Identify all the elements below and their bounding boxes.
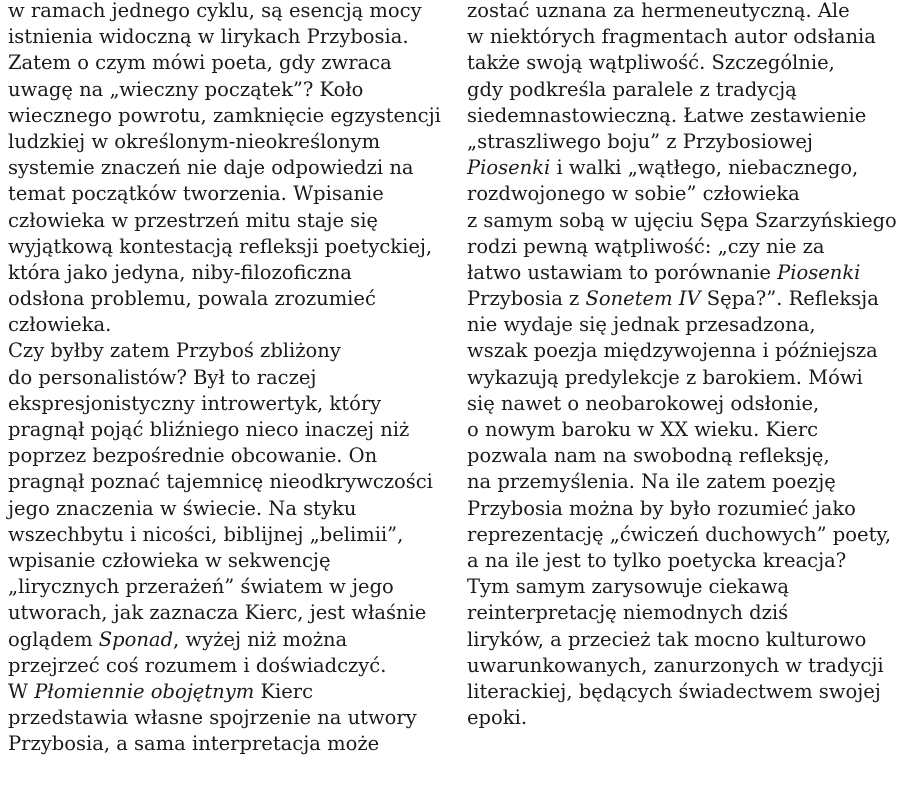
text-run: Przybosia, a sama interpretacja może bbox=[8, 732, 380, 756]
text-line bbox=[8, 391, 448, 417]
text-run: Tym samym zarysowuje ciekawą bbox=[467, 575, 790, 599]
text-run: Czy byłby zatem Przyboś zbliżony bbox=[8, 339, 341, 363]
text-run: przedstawia własne spojrzenie na utwory bbox=[8, 706, 417, 730]
text-run: reprezentację „ćwiczeń duchowych” poety, bbox=[467, 522, 892, 546]
text-line bbox=[8, 77, 448, 103]
text-run: do personalistów? Był to raczej bbox=[8, 365, 317, 389]
text-line bbox=[8, 24, 448, 50]
text-run: także swoją wątpliwość. Szczególnie, bbox=[467, 51, 835, 75]
text-line bbox=[467, 286, 897, 312]
text-line bbox=[467, 548, 897, 574]
text-line bbox=[467, 50, 897, 76]
text-line bbox=[467, 653, 897, 679]
text-line bbox=[8, 234, 448, 260]
text-run: siedemnastowieczną. Łatwe zestawienie bbox=[467, 103, 867, 127]
text-run: odsłona problemu, powala zrozumieć bbox=[8, 287, 376, 311]
text-line bbox=[8, 338, 448, 364]
text-run: się nawet o neobarokowej odsłonie, bbox=[467, 391, 820, 415]
text-run: Sępa?”. Refleksja bbox=[700, 287, 879, 311]
text-run: o nowym baroku w XX wieku. Kierc bbox=[467, 418, 819, 441]
text-line bbox=[8, 0, 448, 24]
text-line bbox=[8, 574, 448, 600]
text-line bbox=[8, 50, 448, 76]
text-run: pragnął pojąć bliźniego nieco inaczej niż bbox=[8, 418, 410, 441]
text-line bbox=[467, 417, 897, 443]
text-line bbox=[8, 443, 448, 469]
text-run: człowieka. bbox=[8, 313, 112, 337]
text-run: pragnął poznać tajemnicę nieodkrywczości bbox=[8, 470, 433, 494]
text-run: nie wydaje się jednak przesadzona, bbox=[467, 313, 816, 337]
text-line bbox=[8, 600, 448, 626]
italic-title-run: Sonetem IV bbox=[585, 287, 701, 311]
text-line bbox=[8, 365, 448, 391]
text-run: z samym sobą w ujęciu Sępa Szarzyńskiego bbox=[467, 208, 897, 232]
text-run: uwarunkowanych, zanurzonych w tradycji bbox=[467, 653, 884, 677]
text-run: , wyżej niż można bbox=[173, 627, 348, 651]
text-line bbox=[467, 77, 897, 103]
italic-title-run: Piosenki bbox=[467, 156, 551, 180]
text-line bbox=[8, 260, 448, 286]
text-line bbox=[8, 208, 448, 234]
text-line bbox=[467, 496, 897, 522]
text-run: temat początków tworzenia. Wpisanie bbox=[8, 182, 384, 206]
italic-title-run: Płomiennie obojętnym bbox=[34, 679, 255, 703]
text-line bbox=[467, 129, 897, 155]
text-line bbox=[467, 155, 897, 181]
text-run: a na ile jest to tylko poetycka kreacja? bbox=[467, 548, 847, 572]
text-line bbox=[467, 365, 897, 391]
text-line bbox=[8, 417, 448, 443]
text-line bbox=[8, 627, 448, 653]
text-line bbox=[8, 548, 448, 574]
text-column-left bbox=[8, 0, 448, 757]
text-line bbox=[467, 260, 897, 286]
text-line bbox=[8, 679, 448, 705]
text-run: wykazują predylekcje z barokiem. Mówi bbox=[467, 365, 863, 389]
text-line bbox=[8, 705, 448, 731]
text-line bbox=[467, 679, 897, 705]
text-line bbox=[467, 522, 897, 548]
text-run: wszechbytu i nicości, biblijnej „belimii”, bbox=[8, 522, 404, 546]
text-run: W bbox=[8, 679, 35, 703]
text-line bbox=[8, 155, 448, 181]
text-line bbox=[8, 496, 448, 522]
italic-title-run: Piosenki bbox=[777, 260, 861, 284]
text-line bbox=[467, 338, 897, 364]
text-run: liryków, a przecież tak mocno kulturowo bbox=[467, 627, 867, 651]
text-run: Przybosia można by było rozumieć jako bbox=[467, 496, 856, 520]
text-line bbox=[8, 469, 448, 495]
text-run: literackiej, będących świadectwem swojej bbox=[467, 679, 881, 703]
text-run: epoki. bbox=[467, 706, 528, 730]
text-line bbox=[467, 0, 897, 24]
text-run: ludzkiej w określonym-nieokreślonym bbox=[8, 129, 381, 153]
text-line bbox=[8, 522, 448, 548]
text-line bbox=[467, 208, 896, 234]
text-run: poprzez bezpośrednie obcowanie. On bbox=[8, 444, 378, 468]
text-run: systemie znaczeń nie daje odpowiedzi na bbox=[8, 156, 414, 180]
text-run: Przybosia z bbox=[467, 287, 586, 311]
text-run: istnienia widoczną w lirykach Przybosia. bbox=[8, 25, 409, 49]
text-line bbox=[467, 705, 897, 731]
text-run: jego znaczenia w świecie. Na styku bbox=[8, 496, 357, 520]
text-line bbox=[467, 312, 897, 338]
text-line bbox=[8, 653, 448, 679]
text-run: uwagę na „wieczny początek”? Koło bbox=[8, 77, 364, 101]
text-run: wyjątkową kontestacją refleksji poetyckiej, bbox=[8, 234, 433, 258]
text-run: w niektórych fragmentach autor odsłania bbox=[467, 25, 876, 49]
text-run: przejrzeć coś rozumem i doświadczyć. bbox=[8, 653, 387, 677]
text-run: wiecznego powrotu, zamknięcie egzystencji bbox=[8, 103, 441, 127]
text-line bbox=[467, 234, 897, 260]
text-column-right bbox=[467, 0, 897, 731]
text-run: i walki „wątłego, niebacznego, bbox=[550, 156, 859, 180]
text-run: na przemyślenia. Na ile zatem poezję bbox=[467, 470, 836, 494]
text-line bbox=[467, 103, 897, 129]
text-line bbox=[8, 181, 448, 207]
text-line bbox=[8, 129, 448, 155]
text-run: zostać uznana za hermeneutyczną. Ale bbox=[467, 0, 850, 22]
text-run: rodzi pewną wątpliwość: „czy nie za bbox=[467, 234, 825, 258]
text-line bbox=[467, 443, 897, 469]
text-run: wpisanie człowieka w sekwencję bbox=[8, 548, 331, 572]
text-line bbox=[8, 312, 448, 338]
text-run: „straszliwego boju” z Przybosiowej bbox=[467, 129, 813, 153]
text-run: utworach, jak zaznacza Kierc, jest właśnie bbox=[8, 601, 427, 625]
text-run: Kierc bbox=[254, 679, 314, 703]
text-run: ekspresjonistyczny introwertyk, który bbox=[8, 391, 382, 415]
text-line bbox=[8, 103, 448, 129]
text-run: która jako jedyna, niby-filozoficzna bbox=[8, 260, 352, 284]
text-line bbox=[8, 731, 448, 757]
text-line bbox=[467, 627, 897, 653]
text-line bbox=[467, 574, 897, 600]
italic-title-run: Sponad bbox=[98, 627, 174, 651]
text-line bbox=[467, 469, 897, 495]
text-line bbox=[467, 24, 897, 50]
text-run: gdy podkreśla paralele z tradycją bbox=[467, 77, 797, 101]
text-run: reinterpretację niemodnych dziś bbox=[467, 601, 789, 625]
text-run: wszak poezja międzywojenna i późniejsza bbox=[467, 339, 878, 363]
text-run: człowieka w przestrzeń mitu staje się bbox=[8, 208, 378, 232]
text-line bbox=[467, 600, 897, 626]
text-line bbox=[8, 286, 448, 312]
text-run: „lirycznych przerażeń” światem w jego bbox=[8, 575, 394, 599]
text-run: łatwo ustawiam to porównanie bbox=[467, 260, 778, 284]
text-run: rozdwojonego w sobie” człowieka bbox=[467, 182, 800, 206]
text-run: pozwala nam na swobodną refleksję, bbox=[467, 444, 830, 468]
text-line bbox=[467, 181, 897, 207]
text-run: w ramach jednego cyklu, są esencją mocy bbox=[8, 0, 422, 22]
text-line bbox=[467, 391, 897, 417]
text-run: oglądem bbox=[8, 627, 99, 651]
text-run: Zatem o czym mówi poeta, gdy zwraca bbox=[8, 51, 392, 75]
